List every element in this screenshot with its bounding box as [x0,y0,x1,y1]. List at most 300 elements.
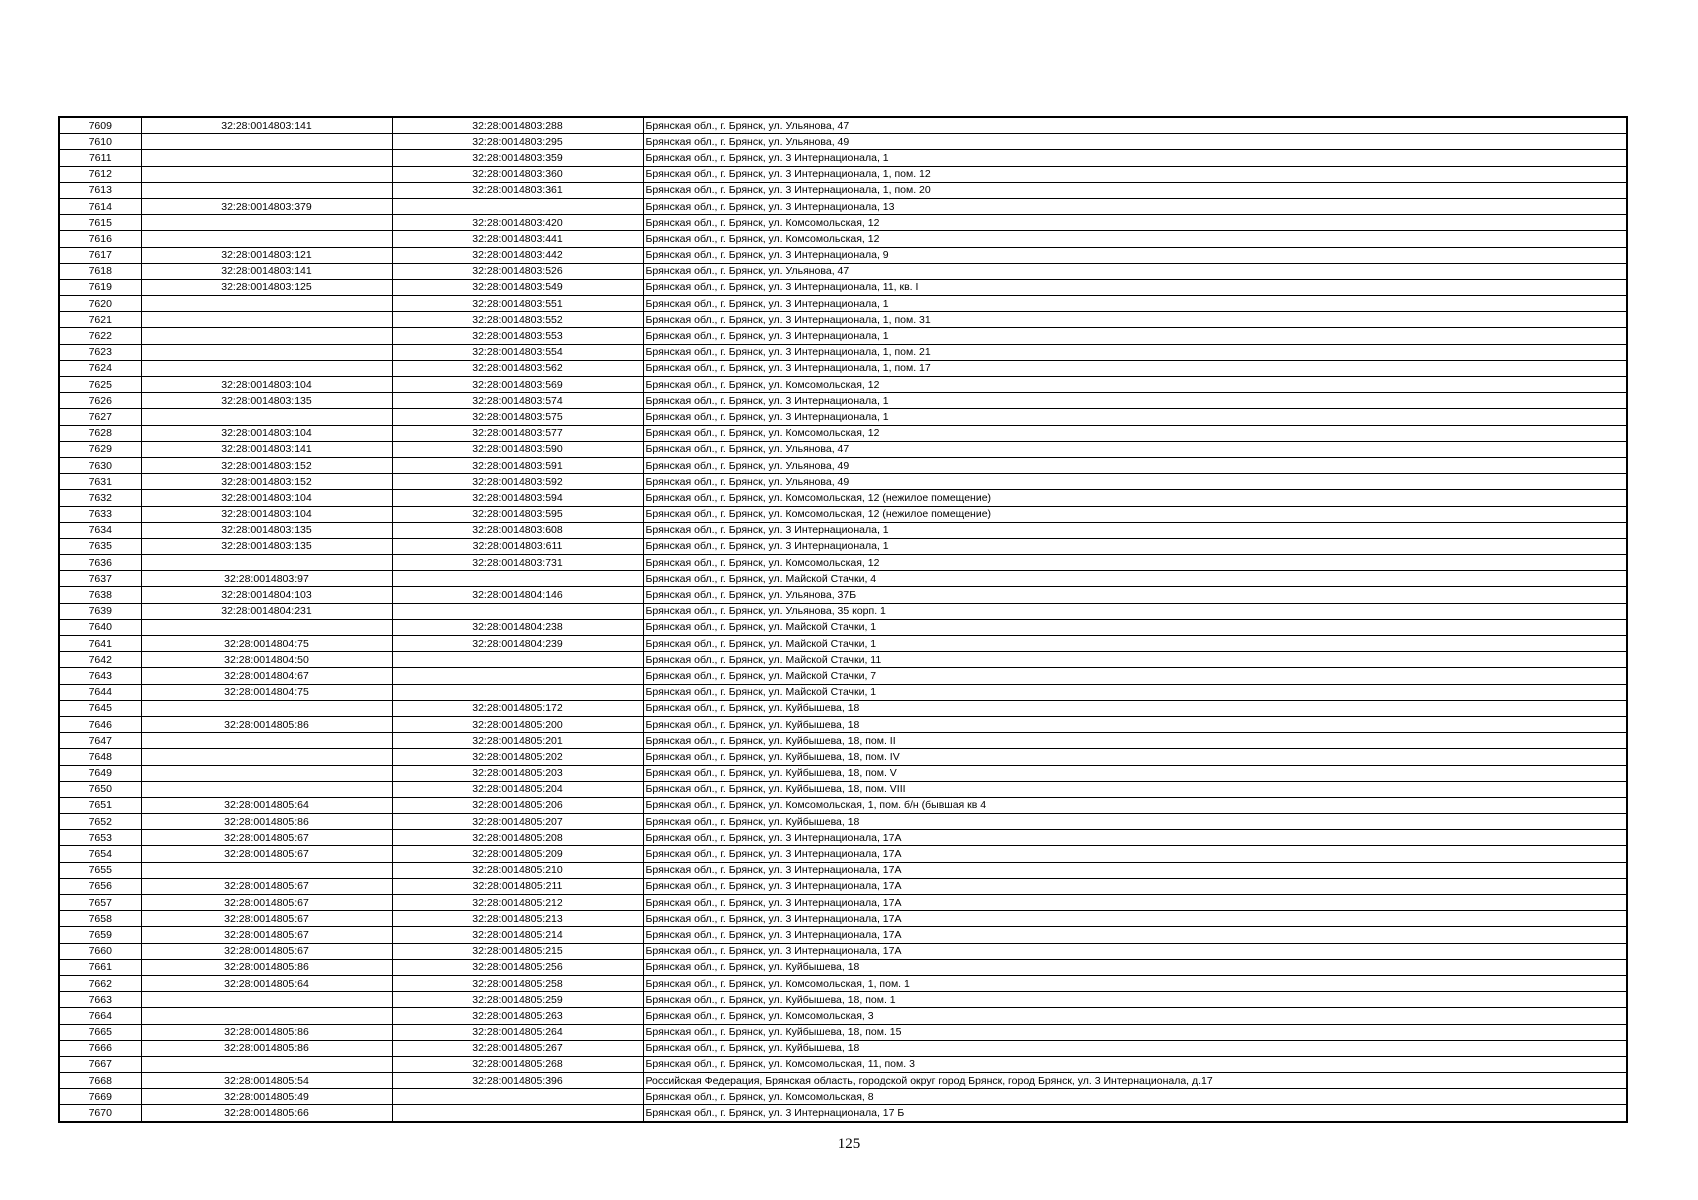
address-cell: Брянская обл., г. Брянск, ул. Ульянова, 49 [643,134,1627,150]
address-cell: Брянская обл., г. Брянск, ул. Ульянова, 37Б [643,587,1627,603]
parent-cadastral-number-cell [141,765,392,781]
row-number-cell: 7652 [59,814,141,830]
cadastral-number-cell: 32:28:0014803:420 [392,215,643,231]
address-cell: Брянская обл., г. Брянск, ул. Куйбышева, 18 [643,959,1627,975]
table-row [59,182,1627,198]
parent-cadastral-number-cell: 32:28:0014804:50 [141,652,392,668]
parent-cadastral-number-cell: 32:28:0014805:86 [141,814,392,830]
table-row [59,1089,1627,1105]
parent-cadastral-number-cell: 32:28:0014804:75 [141,636,392,652]
cadastral-number-cell: 32:28:0014803:442 [392,247,643,263]
address-cell: Брянская обл., г. Брянск, ул. Куйбышева, 18 [643,1040,1627,1056]
cadastral-number-cell: 32:28:0014805:256 [392,959,643,975]
cadastral-number-cell: 32:28:0014805:396 [392,1073,643,1089]
parent-cadastral-number-cell: 32:28:0014805:67 [141,830,392,846]
cadastral-number-cell [392,1105,643,1122]
row-number-cell: 7653 [59,830,141,846]
parent-cadastral-number-cell [141,166,392,182]
address-cell: Брянская обл., г. Брянск, ул. 3 Интернационала, 1 [643,328,1627,344]
parent-cadastral-number-cell: 32:28:0014805:67 [141,927,392,943]
table-row [59,652,1627,668]
address-cell: Брянская обл., г. Брянск, ул. Ульянова, 49 [643,474,1627,490]
address-cell: Брянская обл., г. Брянск, ул. Ульянова, 47 [643,441,1627,457]
table-row [59,1056,1627,1072]
parent-cadastral-number-cell [141,312,392,328]
table-row [59,328,1627,344]
address-cell: Брянская обл., г. Брянск, ул. 3 Интернационала, 17А [643,927,1627,943]
address-cell: Брянская обл., г. Брянск, ул. 3 Интернационала, 11, кв. I [643,279,1627,295]
address-cell: Брянская обл., г. Брянск, ул. Майской Стачки, 1 [643,619,1627,635]
table-row [59,312,1627,328]
row-number-cell: 7657 [59,895,141,911]
parent-cadastral-number-cell [141,781,392,797]
table-row [59,927,1627,943]
table-row [59,830,1627,846]
table-row [59,911,1627,927]
parent-cadastral-number-cell: 32:28:0014805:86 [141,716,392,732]
table-row [59,425,1627,441]
address-cell: Брянская обл., г. Брянск, ул. Комсомольская, 12 [643,425,1627,441]
cadastral-number-cell: 32:28:0014803:569 [392,377,643,393]
table-row [59,538,1627,554]
cadastral-number-cell: 32:28:0014803:549 [392,279,643,295]
parent-cadastral-number-cell: 32:28:0014803:104 [141,490,392,506]
cadastral-number-cell: 32:28:0014805:268 [392,1056,643,1072]
row-number-cell: 7643 [59,668,141,684]
parent-cadastral-number-cell: 32:28:0014804:231 [141,603,392,619]
cadastral-number-cell: 32:28:0014803:526 [392,263,643,279]
address-cell: Брянская обл., г. Брянск, ул. 3 Интернационала, 17А [643,830,1627,846]
parent-cadastral-number-cell [141,619,392,635]
cadastral-number-cell: 32:28:0014805:204 [392,781,643,797]
cadastral-number-cell: 32:28:0014805:207 [392,814,643,830]
cadastral-number-cell: 32:28:0014803:590 [392,441,643,457]
row-number-cell: 7663 [59,992,141,1008]
row-number-cell: 7627 [59,409,141,425]
address-cell: Брянская обл., г. Брянск, ул. 3 Интернационала, 1 [643,409,1627,425]
address-cell: Брянская обл., г. Брянск, ул. Комсомольская, 3 [643,1008,1627,1024]
address-cell: Брянская обл., г. Брянск, ул. Куйбышева, 18, пом. VIII [643,781,1627,797]
table-row [59,781,1627,797]
parent-cadastral-number-cell [141,409,392,425]
cadastral-number-cell: 32:28:0014803:611 [392,538,643,554]
parent-cadastral-number-cell: 32:28:0014803:135 [141,393,392,409]
parent-cadastral-number-cell: 32:28:0014803:379 [141,198,392,214]
address-cell: Брянская обл., г. Брянск, ул. 3 Интернационала, 17А [643,911,1627,927]
row-number-cell: 7655 [59,862,141,878]
row-number-cell: 7619 [59,279,141,295]
address-cell: Брянская обл., г. Брянск, ул. Куйбышева, 18, пом. II [643,733,1627,749]
cadastral-number-cell: 32:28:0014803:731 [392,555,643,571]
table-row [59,959,1627,975]
row-number-cell: 7648 [59,749,141,765]
parent-cadastral-number-cell [141,150,392,166]
row-number-cell: 7644 [59,684,141,700]
table-row [59,377,1627,393]
table-row [59,603,1627,619]
row-number-cell: 7658 [59,911,141,927]
cadastral-number-cell: 32:28:0014803:574 [392,393,643,409]
cadastral-number-cell: 32:28:0014805:215 [392,943,643,959]
cadastral-number-cell: 32:28:0014805:201 [392,733,643,749]
parent-cadastral-number-cell: 32:28:0014805:86 [141,1024,392,1040]
cadastral-number-cell: 32:28:0014803:608 [392,522,643,538]
parent-cadastral-number-cell [141,182,392,198]
address-cell: Брянская обл., г. Брянск, ул. Ульянова, 47 [643,263,1627,279]
address-cell: Брянская обл., г. Брянск, ул. Майской Стачки, 4 [643,571,1627,587]
address-cell: Брянская обл., г. Брянск, ул. 3 Интернационала, 17А [643,878,1627,894]
row-number-cell: 7646 [59,716,141,732]
parent-cadastral-number-cell [141,134,392,150]
address-cell: Брянская обл., г. Брянск, ул. 3 Интернационала, 1, пом. 12 [643,166,1627,182]
parent-cadastral-number-cell [141,1008,392,1024]
row-number-cell: 7614 [59,198,141,214]
address-cell: Брянская обл., г. Брянск, ул. 3 Интернационала, 1 [643,393,1627,409]
table-row [59,1073,1627,1089]
table-row [59,765,1627,781]
row-number-cell: 7642 [59,652,141,668]
address-cell: Брянская обл., г. Брянск, ул. 3 Интернационала, 1 [643,538,1627,554]
row-number-cell: 7665 [59,1024,141,1040]
parent-cadastral-number-cell: 32:28:0014805:86 [141,959,392,975]
cadastral-number-cell: 32:28:0014805:210 [392,862,643,878]
cadastral-number-cell: 32:28:0014805:214 [392,927,643,943]
address-cell: Брянская обл., г. Брянск, ул. 3 Интернационала, 17А [643,846,1627,862]
table-row [59,134,1627,150]
row-number-cell: 7651 [59,797,141,813]
table-row [59,571,1627,587]
row-number-cell: 7609 [59,117,141,134]
row-number-cell: 7662 [59,975,141,991]
cadastral-table [58,116,1628,1123]
address-cell: Брянская обл., г. Брянск, ул. Комсомольская, 12 [643,555,1627,571]
row-number-cell: 7623 [59,344,141,360]
cadastral-number-cell: 32:28:0014805:202 [392,749,643,765]
row-number-cell: 7628 [59,425,141,441]
row-number-cell: 7661 [59,959,141,975]
parent-cadastral-number-cell: 32:28:0014803:135 [141,538,392,554]
parent-cadastral-number-cell [141,992,392,1008]
cadastral-number-cell: 32:28:0014803:594 [392,490,643,506]
address-cell: Брянская обл., г. Брянск, ул. 3 Интернационала, 1, пом. 17 [643,360,1627,376]
parent-cadastral-number-cell: 32:28:0014805:66 [141,1105,392,1122]
address-cell: Брянская обл., г. Брянск, ул. 3 Интернационала, 17А [643,895,1627,911]
parent-cadastral-number-cell [141,1056,392,1072]
row-number-cell: 7615 [59,215,141,231]
cadastral-number-cell: 32:28:0014803:592 [392,474,643,490]
parent-cadastral-number-cell [141,215,392,231]
address-cell: Брянская обл., г. Брянск, ул. 3 Интернационала, 1, пом. 20 [643,182,1627,198]
cadastral-number-cell: 32:28:0014803:591 [392,457,643,473]
row-number-cell: 7639 [59,603,141,619]
cadastral-number-cell [392,652,643,668]
cadastral-number-cell: 32:28:0014803:577 [392,425,643,441]
address-cell: Брянская обл., г. Брянск, ул. Комсомольская, 1, пом. б/н (бывшая кв 4 [643,797,1627,813]
row-number-cell: 7613 [59,182,141,198]
cadastral-number-cell: 32:28:0014803:361 [392,182,643,198]
address-cell: Брянская обл., г. Брянск, ул. Майской Стачки, 7 [643,668,1627,684]
parent-cadastral-number-cell: 32:28:0014804:103 [141,587,392,603]
row-number-cell: 7666 [59,1040,141,1056]
parent-cadastral-number-cell: 32:28:0014803:104 [141,506,392,522]
table-row [59,814,1627,830]
cadastral-number-cell [392,668,643,684]
parent-cadastral-number-cell: 32:28:0014805:54 [141,1073,392,1089]
row-number-cell: 7664 [59,1008,141,1024]
address-cell: Брянская обл., г. Брянск, ул. Комсомольская, 12 (нежилое помещение) [643,490,1627,506]
table-row [59,1024,1627,1040]
row-number-cell: 7630 [59,457,141,473]
cadastral-number-cell: 32:28:0014805:267 [392,1040,643,1056]
table-row [59,878,1627,894]
cadastral-number-cell: 32:28:0014803:554 [392,344,643,360]
table-row [59,862,1627,878]
row-number-cell: 7634 [59,522,141,538]
table-row [59,975,1627,991]
table-row [59,700,1627,716]
table-row [59,733,1627,749]
cadastral-number-cell: 32:28:0014805:208 [392,830,643,846]
address-cell: Брянская обл., г. Брянск, ул. Комсомольская, 8 [643,1089,1627,1105]
address-cell: Брянская обл., г. Брянск, ул. Комсомольская, 12 [643,231,1627,247]
row-number-cell: 7638 [59,587,141,603]
address-cell: Брянская обл., г. Брянск, ул. 3 Интернационала, 1 [643,150,1627,166]
parent-cadastral-number-cell: 32:28:0014805:86 [141,1040,392,1056]
parent-cadastral-number-cell: 32:28:0014805:67 [141,846,392,862]
parent-cadastral-number-cell: 32:28:0014803:152 [141,474,392,490]
row-number-cell: 7625 [59,377,141,393]
cadastral-number-cell: 32:28:0014803:551 [392,296,643,312]
cadastral-number-cell: 32:28:0014805:212 [392,895,643,911]
table-row [59,619,1627,635]
cadastral-number-cell: 32:28:0014804:239 [392,636,643,652]
parent-cadastral-number-cell: 32:28:0014804:75 [141,684,392,700]
parent-cadastral-number-cell: 32:28:0014805:67 [141,878,392,894]
parent-cadastral-number-cell: 32:28:0014803:141 [141,441,392,457]
row-number-cell: 7645 [59,700,141,716]
table-row [59,797,1627,813]
address-cell: Брянская обл., г. Брянск, ул. 3 Интернационала, 13 [643,198,1627,214]
row-number-cell: 7660 [59,943,141,959]
row-number-cell: 7641 [59,636,141,652]
table-row [59,992,1627,1008]
row-number-cell: 7624 [59,360,141,376]
table-row [59,522,1627,538]
row-number-cell: 7636 [59,555,141,571]
parent-cadastral-number-cell: 32:28:0014803:125 [141,279,392,295]
address-cell: Брянская обл., г. Брянск, ул. Ульянова, 49 [643,457,1627,473]
row-number-cell: 7640 [59,619,141,635]
cadastral-number-cell: 32:28:0014804:238 [392,619,643,635]
parent-cadastral-number-cell: 32:28:0014805:64 [141,975,392,991]
row-number-cell: 7654 [59,846,141,862]
row-number-cell: 7667 [59,1056,141,1072]
parent-cadastral-number-cell: 32:28:0014803:97 [141,571,392,587]
parent-cadastral-number-cell: 32:28:0014803:152 [141,457,392,473]
cadastral-number-cell: 32:28:0014803:552 [392,312,643,328]
cadastral-number-cell: 32:28:0014805:206 [392,797,643,813]
cadastral-number-cell: 32:28:0014804:146 [392,587,643,603]
row-number-cell: 7617 [59,247,141,263]
row-number-cell: 7629 [59,441,141,457]
row-number-cell: 7611 [59,150,141,166]
row-number-cell: 7610 [59,134,141,150]
parent-cadastral-number-cell [141,749,392,765]
cadastral-number-cell [392,1089,643,1105]
table-row [59,360,1627,376]
address-cell: Брянская обл., г. Брянск, ул. 3 Интернационала, 17А [643,943,1627,959]
parent-cadastral-number-cell: 32:28:0014805:64 [141,797,392,813]
parent-cadastral-number-cell: 32:28:0014803:135 [141,522,392,538]
cadastral-number-cell: 32:28:0014803:360 [392,166,643,182]
table-row [59,409,1627,425]
parent-cadastral-number-cell: 32:28:0014803:141 [141,263,392,279]
parent-cadastral-number-cell: 32:28:0014804:67 [141,668,392,684]
table-body [59,117,1627,1122]
row-number-cell: 7626 [59,393,141,409]
cadastral-number-cell [392,198,643,214]
address-cell: Брянская обл., г. Брянск, ул. 3 Интернационала, 9 [643,247,1627,263]
parent-cadastral-number-cell: 32:28:0014803:141 [141,117,392,134]
address-cell: Брянская обл., г. Брянск, ул. Куйбышева, 18 [643,700,1627,716]
row-number-cell: 7647 [59,733,141,749]
table-row [59,117,1627,134]
table-row [59,1040,1627,1056]
parent-cadastral-number-cell: 32:28:0014805:49 [141,1089,392,1105]
row-number-cell: 7635 [59,538,141,554]
row-number-cell: 7669 [59,1089,141,1105]
cadastral-number-cell [392,684,643,700]
row-number-cell: 7659 [59,927,141,943]
row-number-cell: 7656 [59,878,141,894]
table-row [59,263,1627,279]
table-row [59,215,1627,231]
address-cell: Брянская обл., г. Брянск, ул. Куйбышева, 18 [643,814,1627,830]
cadastral-number-cell: 32:28:0014805:209 [392,846,643,862]
address-cell: Брянская обл., г. Брянск, ул. 3 Интернационала, 1, пом. 31 [643,312,1627,328]
row-number-cell: 7637 [59,571,141,587]
table-row [59,555,1627,571]
address-cell: Брянская обл., г. Брянск, ул. 3 Интернационала, 1, пом. 21 [643,344,1627,360]
row-number-cell: 7670 [59,1105,141,1122]
table-row [59,1105,1627,1122]
table-row [59,684,1627,700]
table-row [59,1008,1627,1024]
address-cell: Брянская обл., г. Брянск, ул. Комсомольская, 12 [643,215,1627,231]
row-number-cell: 7618 [59,263,141,279]
cadastral-number-cell: 32:28:0014805:258 [392,975,643,991]
address-cell: Брянская обл., г. Брянск, ул. Комсомольская, 1, пом. 1 [643,975,1627,991]
parent-cadastral-number-cell [141,328,392,344]
table-row [59,231,1627,247]
table-row [59,150,1627,166]
parent-cadastral-number-cell: 32:28:0014803:121 [141,247,392,263]
cadastral-number-cell: 32:28:0014803:441 [392,231,643,247]
parent-cadastral-number-cell: 32:28:0014805:67 [141,943,392,959]
address-cell: Брянская обл., г. Брянск, ул. Майской Стачки, 11 [643,652,1627,668]
address-cell: Брянская обл., г. Брянск, ул. 3 Интернационала, 17А [643,862,1627,878]
table-row [59,506,1627,522]
row-number-cell: 7632 [59,490,141,506]
parent-cadastral-number-cell: 32:28:0014805:67 [141,911,392,927]
parent-cadastral-number-cell [141,700,392,716]
table-row [59,474,1627,490]
address-cell: Брянская обл., г. Брянск, ул. Комсомольская, 12 (нежилое помещение) [643,506,1627,522]
table-row [59,393,1627,409]
cadastral-number-cell: 32:28:0014803:288 [392,117,643,134]
cadastral-number-cell [392,603,643,619]
address-cell: Брянская обл., г. Брянск, ул. 3 Интернационала, 17 Б [643,1105,1627,1122]
parent-cadastral-number-cell: 32:28:0014803:104 [141,425,392,441]
cadastral-number-cell: 32:28:0014805:264 [392,1024,643,1040]
parent-cadastral-number-cell [141,360,392,376]
cadastral-number-cell: 32:28:0014803:553 [392,328,643,344]
table-row [59,296,1627,312]
table-row [59,895,1627,911]
cadastral-number-cell: 32:28:0014805:200 [392,716,643,732]
parent-cadastral-number-cell [141,344,392,360]
cadastral-number-cell: 32:28:0014803:595 [392,506,643,522]
address-cell: Брянская обл., г. Брянск, ул. Ульянова, 35 корп. 1 [643,603,1627,619]
page-number: 125 [837,1136,861,1152]
table-row [59,636,1627,652]
row-number-cell: 7616 [59,231,141,247]
address-cell: Брянская обл., г. Брянск, ул. 3 Интернационала, 1 [643,522,1627,538]
cadastral-number-cell: 32:28:0014805:203 [392,765,643,781]
address-cell: Российская Федерация, Брянская область, городской округ город Брянск, город Брянск, ул. 3 Интернационала, д.17 [643,1073,1627,1089]
cadastral-number-cell: 32:28:0014803:295 [392,134,643,150]
cadastral-number-cell: 32:28:0014805:211 [392,878,643,894]
address-cell: Брянская обл., г. Брянск, ул. Куйбышева, 18, пом. 1 [643,992,1627,1008]
cadastral-number-cell: 32:28:0014805:172 [392,700,643,716]
table-row [59,587,1627,603]
address-cell: Брянская обл., г. Брянск, ул. Куйбышева, 18 [643,716,1627,732]
table-row [59,846,1627,862]
row-number-cell: 7633 [59,506,141,522]
parent-cadastral-number-cell [141,555,392,571]
address-cell: Брянская обл., г. Брянск, ул. Майской Стачки, 1 [643,684,1627,700]
table-row [59,749,1627,765]
table-row [59,198,1627,214]
row-number-cell: 7621 [59,312,141,328]
cadastral-number-cell: 32:28:0014805:263 [392,1008,643,1024]
row-number-cell: 7650 [59,781,141,797]
table-row [59,166,1627,182]
address-cell: Брянская обл., г. Брянск, ул. Куйбышева, 18, пом. IV [643,749,1627,765]
table-row [59,943,1627,959]
cadastral-number-cell: 32:28:0014803:359 [392,150,643,166]
table-row [59,668,1627,684]
table-row [59,457,1627,473]
row-number-cell: 7668 [59,1073,141,1089]
cadastral-number-cell: 32:28:0014805:259 [392,992,643,1008]
parent-cadastral-number-cell: 32:28:0014803:104 [141,377,392,393]
parent-cadastral-number-cell: 32:28:0014805:67 [141,895,392,911]
parent-cadastral-number-cell [141,733,392,749]
parent-cadastral-number-cell [141,862,392,878]
address-cell: Брянская обл., г. Брянск, ул. 3 Интернационала, 1 [643,296,1627,312]
table-row [59,441,1627,457]
parent-cadastral-number-cell [141,296,392,312]
row-number-cell: 7631 [59,474,141,490]
address-cell: Брянская обл., г. Брянск, ул. Куйбышева, 18, пом. V [643,765,1627,781]
table-row [59,716,1627,732]
table-row [59,490,1627,506]
cadastral-number-cell: 32:28:0014803:562 [392,360,643,376]
address-cell: Брянская обл., г. Брянск, ул. Комсомольская, 12 [643,377,1627,393]
row-number-cell: 7620 [59,296,141,312]
row-number-cell: 7649 [59,765,141,781]
